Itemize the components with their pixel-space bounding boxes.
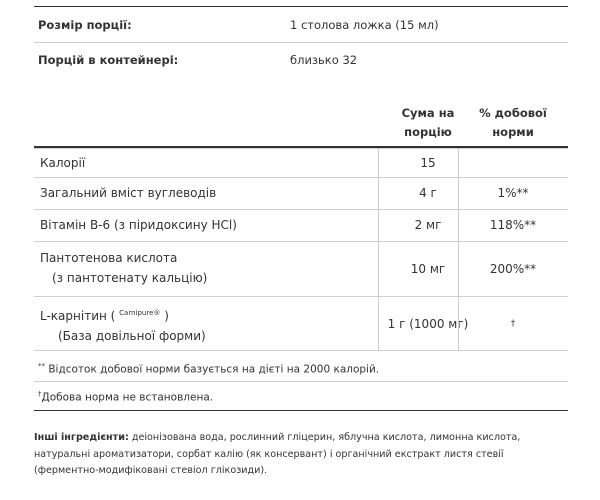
dv-footnote: ** Відсоток добової норми базується на дієті на 2000 калорій. <box>38 362 380 376</box>
nutrient-name: L-карнітин ( $^{Carnipure®}$ ) <box>40 309 169 323</box>
col-divider <box>458 242 459 296</box>
nutrient-subname: (База довільної форми) <box>58 329 206 343</box>
table-row <box>34 148 568 177</box>
servings-per-container-label: Порцій в контейнері: <box>38 53 179 67</box>
other-ingredients <box>34 430 568 480</box>
nutrient-name: Вітамін В-6 (з піридоксину HCl) <box>40 218 237 232</box>
col-divider <box>378 297 379 351</box>
serving-size-row <box>34 8 568 42</box>
nutrient-dv: † <box>510 319 516 329</box>
table-row <box>34 296 568 351</box>
nutrient-name: Калорії <box>40 156 86 170</box>
nutrient-name: Пантотенова кислота <box>40 251 178 265</box>
top-rule <box>34 6 568 7</box>
daily-value-header: % добової норми <box>479 106 547 139</box>
serving-size-label: Розмір порції: <box>38 18 132 32</box>
table-row <box>34 209 568 241</box>
table-row <box>34 177 568 209</box>
table-row <box>34 241 568 296</box>
col-divider <box>378 178 379 209</box>
other-ingredients-text: деіонізована вода, рослинний гліцерин, яблучна кислота, лимонна кислота, натуральні ароматизатори, сорбат калію (як консервант) і органічний екстракт листя стевії (ферментно-модифіковані стевіол глікозиди). <box>34 432 521 476</box>
col-divider <box>458 297 459 351</box>
divider <box>34 350 568 351</box>
bottom-rule <box>34 410 568 411</box>
nutrient-amount: 15 <box>420 156 436 170</box>
nutrient-subname: (з пантотенату кальцію) <box>52 271 208 285</box>
nutrient-dv: 200%** <box>489 262 537 276</box>
serving-size-value: 1 столова ложка (15 мл) <box>290 18 439 32</box>
col-divider <box>378 242 379 296</box>
divider <box>34 381 568 382</box>
col-divider <box>458 210 459 241</box>
nutrient-amount: 4 г <box>419 186 437 200</box>
not-established-footnote: †Добова норма не встановлена. <box>38 390 214 404</box>
nutrient-amount: 1 г (1000 мг) <box>387 317 469 331</box>
table-header <box>34 100 568 142</box>
col-divider <box>458 149 459 177</box>
other-ingredients-label: Інші інгредієнти: <box>34 432 129 443</box>
col-divider <box>458 178 459 209</box>
nutrient-amount: 2 мг <box>414 218 442 232</box>
nutrient-dv: 118%** <box>489 218 537 232</box>
nutrient-name: Загальний вміст вуглеводів <box>40 186 217 200</box>
nutrient-amount: 10 мг <box>410 262 446 276</box>
col-divider <box>378 210 379 241</box>
servings-per-container-value: близько 32 <box>290 53 358 67</box>
nutrient-dv: 1%** <box>497 186 529 200</box>
amount-header: Сума на порцію <box>401 106 455 139</box>
servings-per-container-row <box>34 43 568 77</box>
trademark-sup: Carnipure® <box>119 309 161 317</box>
col-divider <box>378 149 379 177</box>
